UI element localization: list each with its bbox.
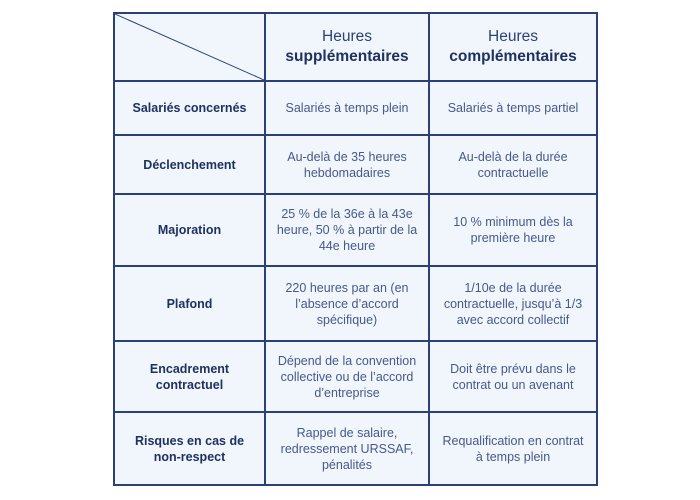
cell-supplementaires: 25 % de la 36e à la 43e heure, 50 % à partir de la 44e heure <box>265 194 429 266</box>
cell-supplementaires: Au-delà de 35 heures hebdomadaires <box>265 135 429 194</box>
column-header-supplementaires <box>265 13 429 81</box>
cell-complementaires: Requalification en contrat à temps plein <box>429 412 597 485</box>
cell-supplementaires: 220 heures par an (en l’absence d’accord spécifique) <box>265 266 429 341</box>
cell-complementaires: Doit être prévu dans le contrat ou un avenant <box>429 341 597 412</box>
row-label: Majoration <box>114 194 265 266</box>
table-row <box>114 81 597 135</box>
row-label: Plafond <box>114 266 265 341</box>
cell-complementaires: 10 % minimum dès la première heure <box>429 194 597 266</box>
header-row <box>114 13 597 81</box>
cell-complementaires: Au-delà de la durée contractuelle <box>429 135 597 194</box>
column-header-line1: Heures <box>488 28 538 45</box>
row-label: Risques en cas de non-respect <box>114 412 265 485</box>
column-header-complementaires <box>429 13 597 81</box>
cell-supplementaires: Rappel de salaire, redressement URSSAF, pénalités <box>265 412 429 485</box>
row-label: Encadrement contractuel <box>114 341 265 412</box>
row-label: Déclenchement <box>114 135 265 194</box>
cell-supplementaires: Dépend de la convention collective ou de l’accord d’entreprise <box>265 341 429 412</box>
row-label: Salariés concernés <box>114 81 265 135</box>
comparison-table <box>113 12 598 486</box>
cell-complementaires: Salariés à temps partiel <box>429 81 597 135</box>
table-row <box>114 135 597 194</box>
column-header-line1: Heures <box>322 28 372 45</box>
table-row <box>114 412 597 485</box>
table-row <box>114 194 597 266</box>
cell-complementaires: 1/10e de la durée contractuelle, jusqu’à 1/3 avec accord collectif <box>429 266 597 341</box>
table-row <box>114 266 597 341</box>
cell-supplementaires: Salariés à temps plein <box>265 81 429 135</box>
diagonal-divider-icon <box>115 14 264 80</box>
column-header-line2: complémentaires <box>449 48 577 65</box>
table-row <box>114 341 597 412</box>
corner-cell <box>114 13 265 81</box>
column-header-line2: supplémentaires <box>285 48 409 65</box>
